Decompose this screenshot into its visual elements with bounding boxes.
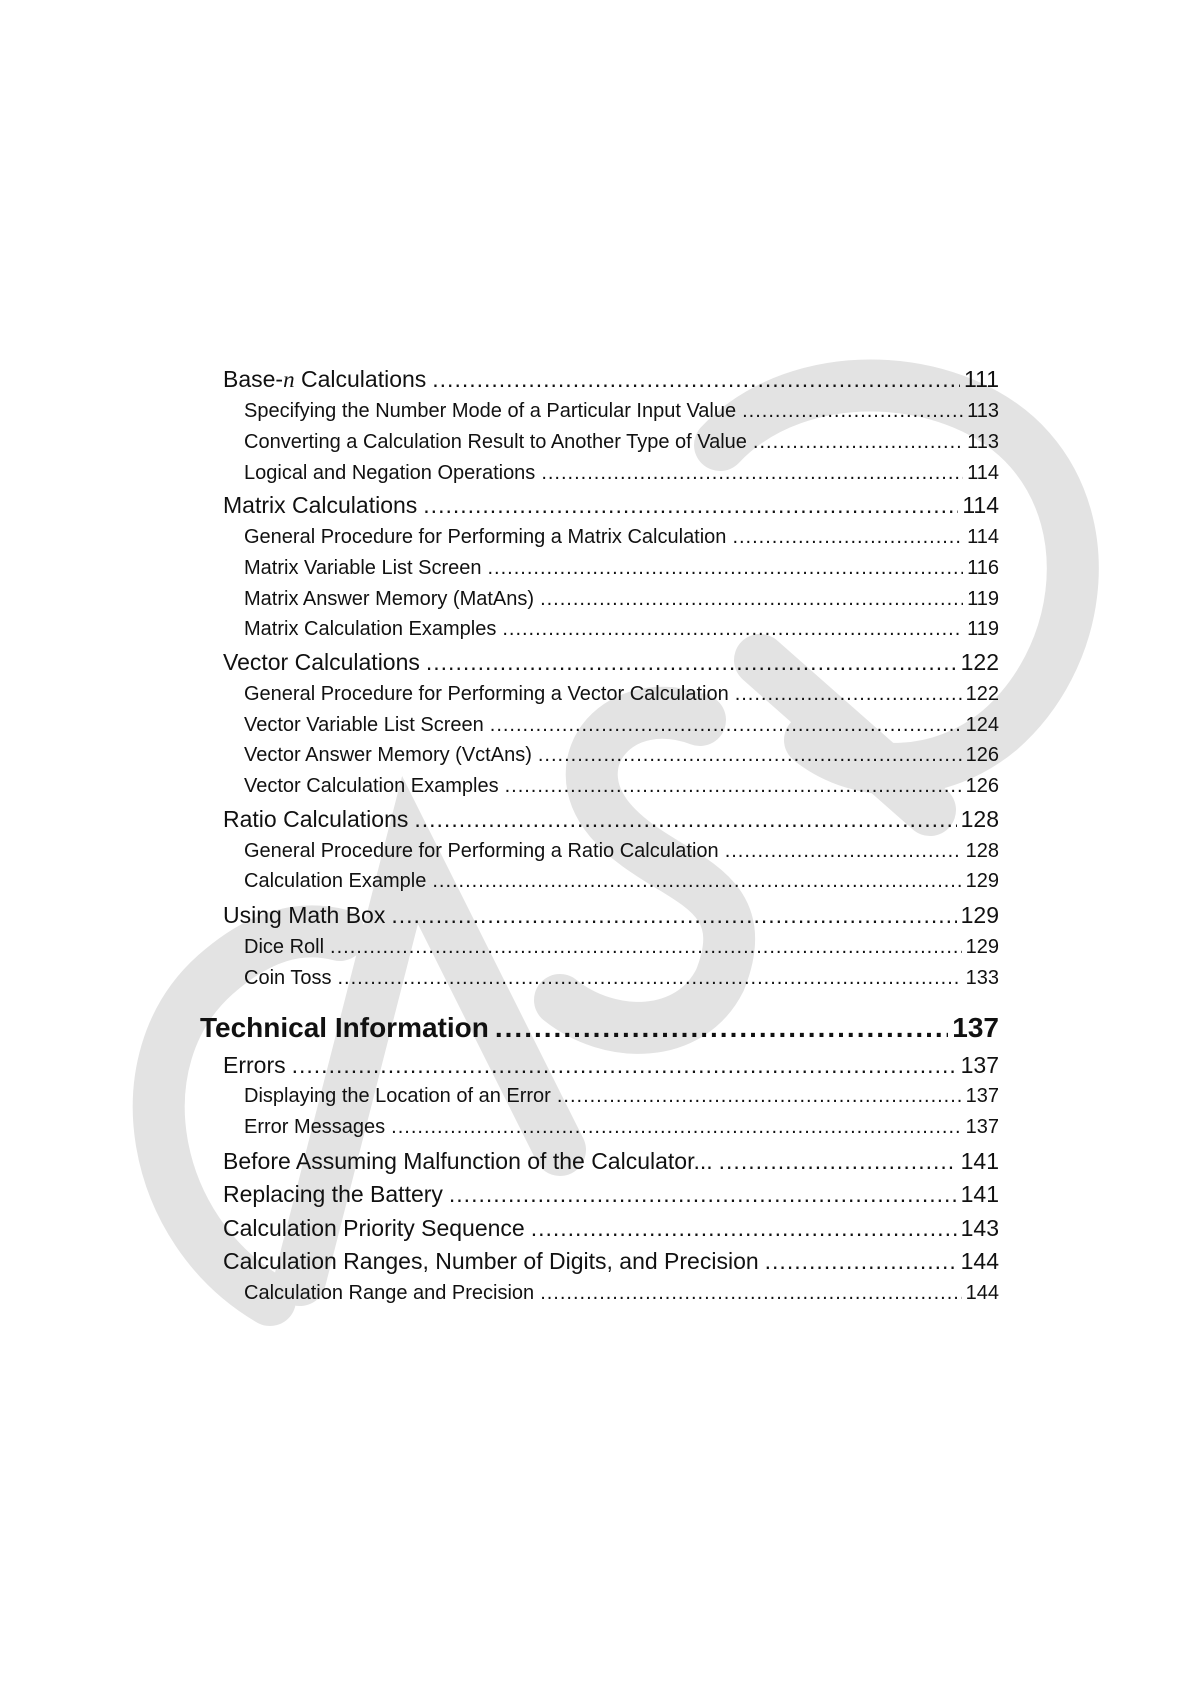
toc-entry[interactable] [223,902,999,932]
toc-entry-page: 113 [967,431,999,453]
dot-leader [505,775,962,798]
toc-entry-title: Base-n Calculations [223,366,427,392]
dot-leader [732,526,963,549]
dot-leader [502,618,963,641]
dot-leader [391,1116,961,1139]
toc-entry-page: 137 [965,1085,999,1107]
toc-entry-page: 128 [960,806,999,832]
toc-entry-page: 114 [967,526,999,548]
toc-entry-page: 122 [960,649,999,675]
dot-leader [490,714,962,737]
dot-leader [541,462,963,485]
toc-entry-title: Calculation Priority Sequence [223,1215,525,1241]
toc-entry-title: Calculation Range and Precision [244,1282,535,1304]
dot-leader [538,744,962,767]
toc-entry-title: Calculation Ranges, Number of Digits, and Precision [223,1248,759,1274]
dot-leader [540,1282,961,1305]
toc-entry[interactable] [244,1085,999,1113]
toc-entry[interactable] [223,806,999,836]
dot-leader [742,400,963,423]
toc-entry-title: Displaying the Location of an Error [244,1085,551,1107]
toc-entry[interactable] [244,588,999,616]
toc-entry-title: Converting a Calculation Result to Another Type of Value [244,431,747,453]
toc-entry-title: Matrix Answer Memory (MatAns) [244,588,535,610]
toc-entry-title: Coin Toss [244,967,332,989]
dot-leader [719,1148,957,1175]
toc-entry-page: 113 [967,400,999,422]
dot-leader [337,967,961,990]
dot-leader [432,366,960,393]
toc-entry-page: 137 [960,1052,999,1078]
toc-entry-page: 124 [965,714,999,736]
toc-entry-page: 143 [960,1215,999,1241]
toc-entry[interactable] [244,557,999,585]
toc-entry-title: Vector Variable List Screen [244,714,484,736]
toc-entry-title: Matrix Variable List Screen [244,557,482,579]
dot-leader [495,1012,948,1044]
toc-entry[interactable] [244,683,999,711]
toc-entry-page: 126 [965,775,999,797]
toc-entry-page: 128 [965,840,999,862]
toc-entry-title: Using Math Box [223,902,386,928]
toc-entry-title: Vector Calculations [223,649,420,675]
toc-entry[interactable] [244,526,999,554]
toc-entry[interactable] [244,1116,999,1144]
dot-leader [414,806,956,833]
dot-leader [540,588,963,611]
toc-entry-page: 119 [967,588,999,610]
toc-entry-title: Matrix Calculation Examples [244,618,497,640]
dot-leader [488,557,964,580]
toc-entry[interactable] [223,492,999,522]
toc-entry-page: 119 [967,618,999,640]
dot-leader [391,902,956,929]
toc-entry[interactable] [244,936,999,964]
toc-entry[interactable] [223,1248,999,1278]
toc-entry-title: General Procedure for Performing a Matrix Calculation [244,526,727,548]
toc-entry-page: 129 [965,936,999,958]
toc-entry-page: 133 [965,967,999,989]
dot-leader [449,1181,957,1208]
toc-entry[interactable] [223,1052,999,1082]
toc-entry[interactable] [223,1148,999,1178]
dot-leader [423,492,958,519]
dot-leader [330,936,962,959]
toc-entry-page: 141 [960,1181,999,1207]
toc-entry-title: Before Assuming Malfunction of the Calculator... [223,1148,713,1174]
toc-entry[interactable] [223,649,999,679]
dot-leader [725,840,962,863]
toc-entry[interactable] [244,744,999,772]
toc-entry-title: Specifying the Number Mode of a Particular Input Value [244,400,737,422]
toc-chapter-entry[interactable] [200,1012,999,1048]
toc-entry-title: Dice Roll [244,936,325,958]
toc-entry-page: 129 [965,870,999,892]
dot-leader [531,1215,957,1242]
toc-entry[interactable] [244,1282,999,1310]
toc-entry-page: 126 [965,744,999,766]
toc-chapter-title: Technical Information [200,1012,489,1043]
toc-entry[interactable] [223,1215,999,1245]
toc-entry[interactable] [244,400,999,428]
dot-leader [753,431,963,454]
toc-entry-page: 144 [965,1282,999,1304]
toc-entry[interactable] [244,967,999,995]
toc-entry-page: 137 [965,1116,999,1138]
toc-entry-page: 114 [962,492,999,518]
toc-entry-title: Error Messages [244,1116,386,1138]
dot-leader [735,683,962,706]
dot-leader [432,870,961,893]
toc-entry-page: 114 [967,462,999,484]
toc-entry-page: 111 [964,366,999,392]
toc-entry-title: Vector Answer Memory (VctAns) [244,744,532,766]
toc-entry-title: Calculation Example [244,870,427,892]
toc-entry-page: 129 [960,902,999,928]
toc-entry[interactable] [244,840,999,868]
toc-entry[interactable] [244,775,999,803]
toc-entry-title: Matrix Calculations [223,492,418,518]
dot-leader [557,1085,962,1108]
toc-entry-title: Vector Calculation Examples [244,775,499,797]
toc-entry-title: Logical and Negation Operations [244,462,536,484]
toc-entry-title: Ratio Calculations [223,806,409,832]
toc-entry[interactable] [223,1181,999,1211]
dot-leader [765,1248,957,1275]
toc-entry-page: 144 [960,1248,999,1274]
toc-entry[interactable] [244,618,999,646]
toc-entry[interactable] [244,714,999,742]
toc-entry[interactable] [223,366,999,396]
toc-entry[interactable] [244,462,999,490]
toc-entry-title: Replacing the Battery [223,1181,443,1207]
dot-leader [292,1052,957,1079]
toc-entry-page: 141 [960,1148,999,1174]
toc-entry-page: 122 [965,683,999,705]
toc-entry-title: General Procedure for Performing a Vector Calculation [244,683,729,705]
dot-leader [426,649,957,676]
toc-entry-page: 116 [967,557,999,579]
toc-entry[interactable] [244,431,999,459]
toc-entry-title: Errors [223,1052,286,1078]
toc-chapter-page: 137 [952,1012,999,1043]
toc-entry-title: General Procedure for Performing a Ratio Calculation [244,840,719,862]
toc-entry[interactable] [244,870,999,898]
